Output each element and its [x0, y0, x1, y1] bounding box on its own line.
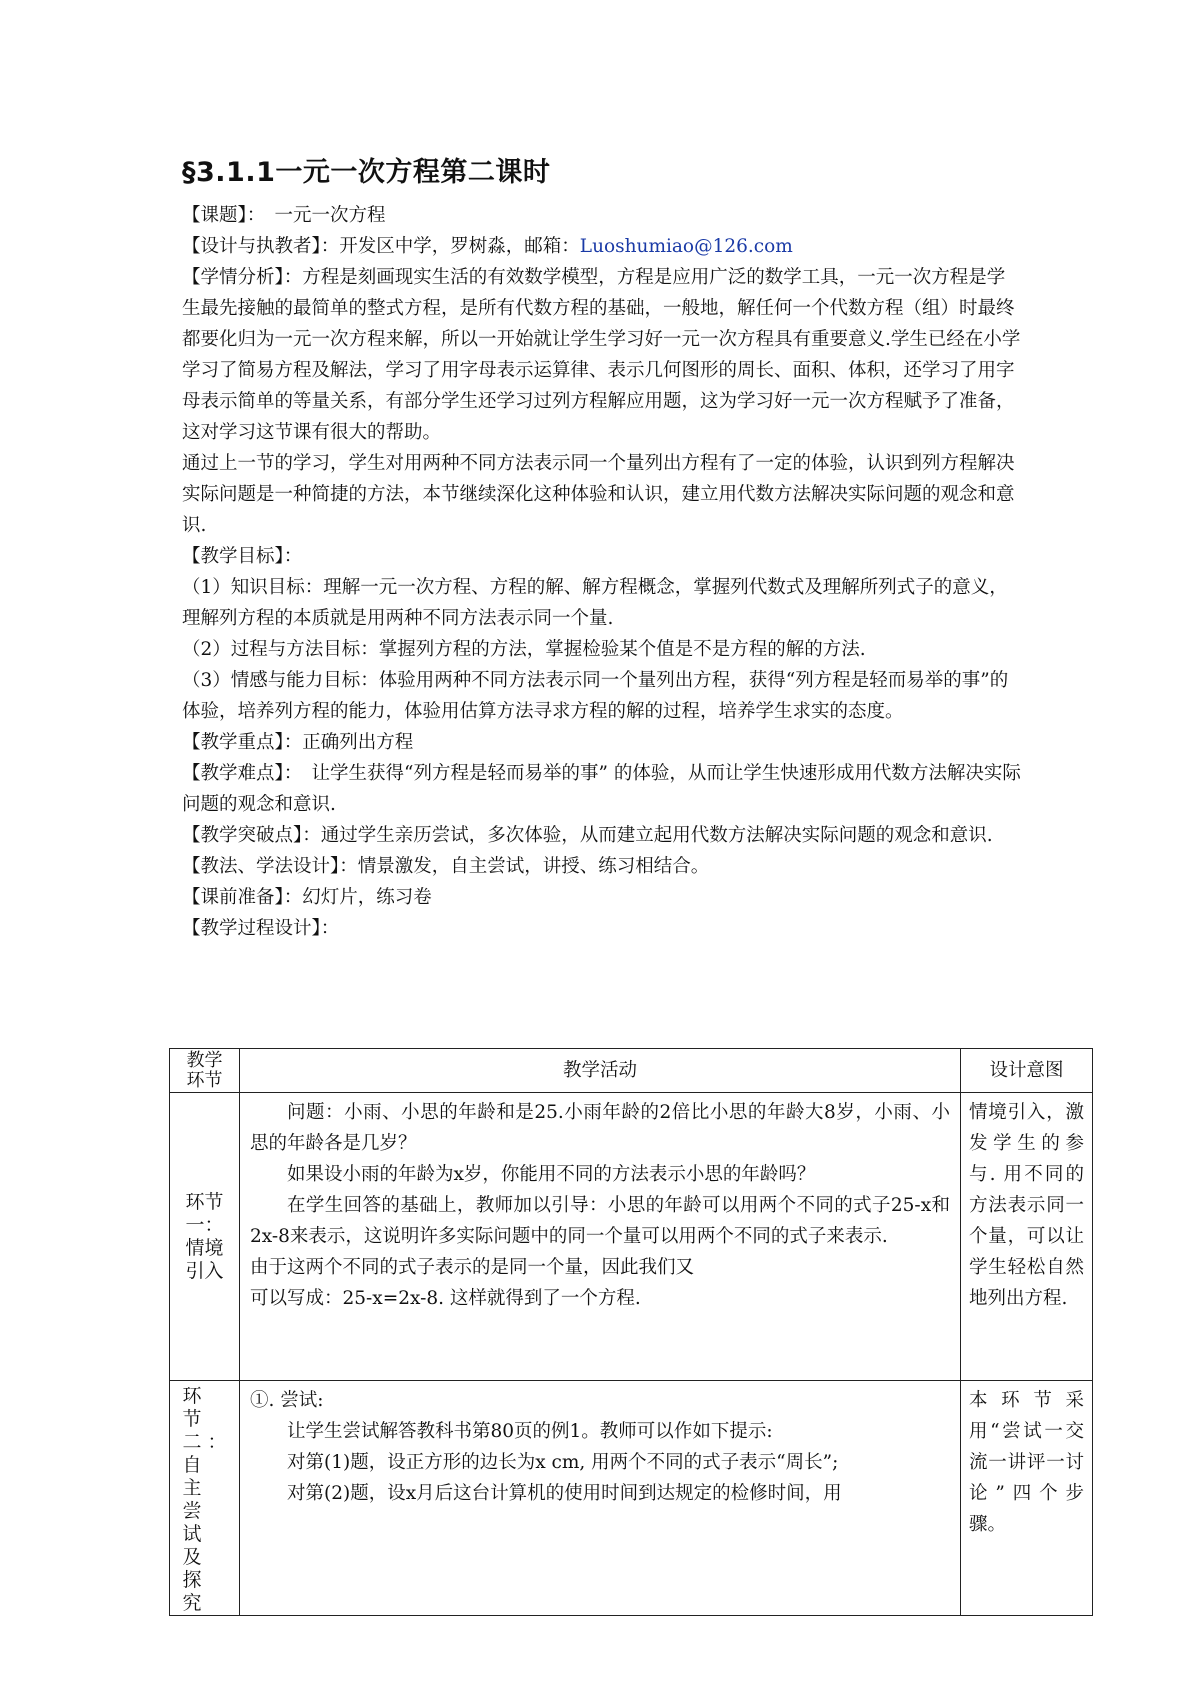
stage-cell-2: 环节二：自主尝试及探究: [170, 1381, 240, 1616]
breakthrough-value: 通过学生亲历尝试，多次体验，从而建立起用代数方法解决实际问题的观念和意识.: [320, 825, 993, 846]
breakthrough-line: [182, 820, 1022, 851]
header-stage: 教学环节: [170, 1049, 240, 1093]
difficulty-value: 让学生获得“列方程是轻而易举的事” 的体验，从而让学生快速形成用代数方法解决实际问题的观念和意识.: [182, 763, 1021, 815]
table-row: [170, 1381, 1093, 1616]
activity-cell-1: [240, 1093, 961, 1381]
breakthrough-label: 【教学突破点】：: [182, 825, 321, 846]
methods-label: 【教法、学法设计】：: [182, 856, 358, 877]
intent-cell-1: 情境引入，激发学生的参与. 用不同的方法表示同一个量，可以让学生轻松自然地列出方程.: [961, 1093, 1093, 1381]
activity-2-line-3: 对第(1)题，设正方形的边长为x cm, 用两个不同的式子表示“周长”;: [287, 1452, 839, 1473]
analysis-text: 方程是刻画现实生活的有效数学模型，方程是应用广泛的数学工具，一元一次方程是学生最先接触的最简单的整式方程，是所有代数方程的基础，一般地，解任何一个代数方程（组）时最终都要化归为一元一次方程来解，所以一开始就让学生学习好一元一次方程具有重要意义.学生已经在小学学习了简易方程及解法，学习了用字母表示运算律、表示几何图形的周长、面积、体积，还学习了用字母表示简单的等量关系，有部分学生还学习过列方程解应用题，这为学习好一元一次方程赋予了准备，这对学习这节课有很大的帮助。: [182, 267, 1021, 443]
analysis-label: 【学情分析】：: [182, 267, 303, 288]
designer-line: [182, 231, 1022, 262]
stage-cell-1: 环节一：情境引入: [170, 1093, 240, 1381]
activity-1-line-5: 可以写成：25-x=2x-8. 这样就得到了一个方程.: [250, 1288, 641, 1309]
designer-value: 开发区中学，罗树淼，邮箱：: [339, 236, 580, 257]
process-label: 【教学过程设计】：: [182, 918, 340, 939]
activity-2-line-2: 让学生尝试解答教科书第80页的例1。教师可以作如下提示:: [287, 1421, 773, 1442]
difficulty-line: [182, 758, 1022, 820]
analysis-paragraph-2: 通过上一节的学习，学生对用两种不同方法表示同一个量列出方程有了一定的体验，认识到列方程解决实际问题是一种简捷的方法，本节继续深化这种体验和认识，建立用代数方法解决实际问题的观念和意识.: [182, 453, 1015, 536]
header-intent: 设计意图: [961, 1049, 1093, 1093]
activity-1-line-2: 如果设小雨的年龄为x岁，你能用不同的方法表示小思的年龄吗？: [287, 1164, 816, 1185]
key-point-line: [182, 727, 1022, 758]
analysis-paragraph: [182, 262, 1022, 448]
activity-cell-2: [240, 1381, 961, 1616]
activity-1-line-3: 在学生回答的基础上，教师加以引导：小思的年龄可以用两个不同的式子25-x和2x-8来表示，这说明许多实际问题中的同一个量可以用两个不同的式子来表示.: [250, 1195, 950, 1247]
prep-label: 【课前准备】：: [182, 887, 303, 908]
key-point-value: 正确列出方程: [302, 732, 414, 753]
prep-value: 幻灯片，练习卷: [302, 887, 432, 908]
header-activity: 教学活动: [240, 1049, 961, 1093]
key-point-label: 【教学重点】：: [182, 732, 303, 753]
difficulty-label: 【教学难点】：: [182, 763, 294, 784]
topic-value: 一元一次方程: [256, 205, 386, 226]
methods-line: [182, 851, 1022, 882]
activity-1-line-1: 问题：小雨、小思的年龄和是25.小雨年龄的2倍比小思的年龄大8岁，小雨、小思的年龄各是几岁？: [250, 1102, 950, 1154]
teaching-process-table: [169, 1048, 1093, 1616]
designer-email-link[interactable]: Luoshumiao@126.com: [579, 236, 793, 257]
topic-line: [182, 200, 1022, 231]
topic-label: 【课题】：: [182, 205, 257, 226]
methods-value: 情景激发，自主尝试，讲授、练习相结合。: [357, 856, 710, 877]
prep-line: [182, 882, 1022, 913]
intent-cell-2: 本环节采用“尝试一交流一讲评一讨论”四个步骤。: [961, 1381, 1093, 1616]
goal-item-1: （1）知识目标：理解一元一次方程、方程的解、解方程概念，掌握列代数式及理解所列式子的意义，理解列方程的本质就是用两种不同方法表示同一个量.: [182, 577, 1008, 629]
lesson-info: [182, 200, 1022, 944]
table-header-row: [170, 1049, 1093, 1093]
goal-item-2: （2）过程与方法目标：掌握列方程的方法，掌握检验某个值是不是方程的解的方法.: [182, 639, 866, 660]
page-title: §3.1.1一元一次方程第二课时: [182, 157, 551, 188]
table-row: [170, 1093, 1093, 1381]
activity-2-line-1: ①. 尝试:: [250, 1390, 324, 1411]
goal-item-3: （3）情感与能力目标：体验用两种不同方法表示同一个量列出方程，获得“列方程是轻而易举的事”的体验，培养列方程的能力，体验用估算方法寻求方程的解的过程，培养学生求实的态度。: [182, 670, 1009, 722]
goals-label: 【教学目标】：: [182, 546, 303, 567]
designer-label: 【设计与执教者】：: [182, 236, 340, 257]
activity-2-line-4: 对第(2)题，设x月后这台计算机的使用时间到达规定的检修时间，用: [287, 1483, 842, 1504]
activity-1-line-4: 由于这两个不同的式子表示的是同一个量，因此我们又: [250, 1257, 695, 1278]
